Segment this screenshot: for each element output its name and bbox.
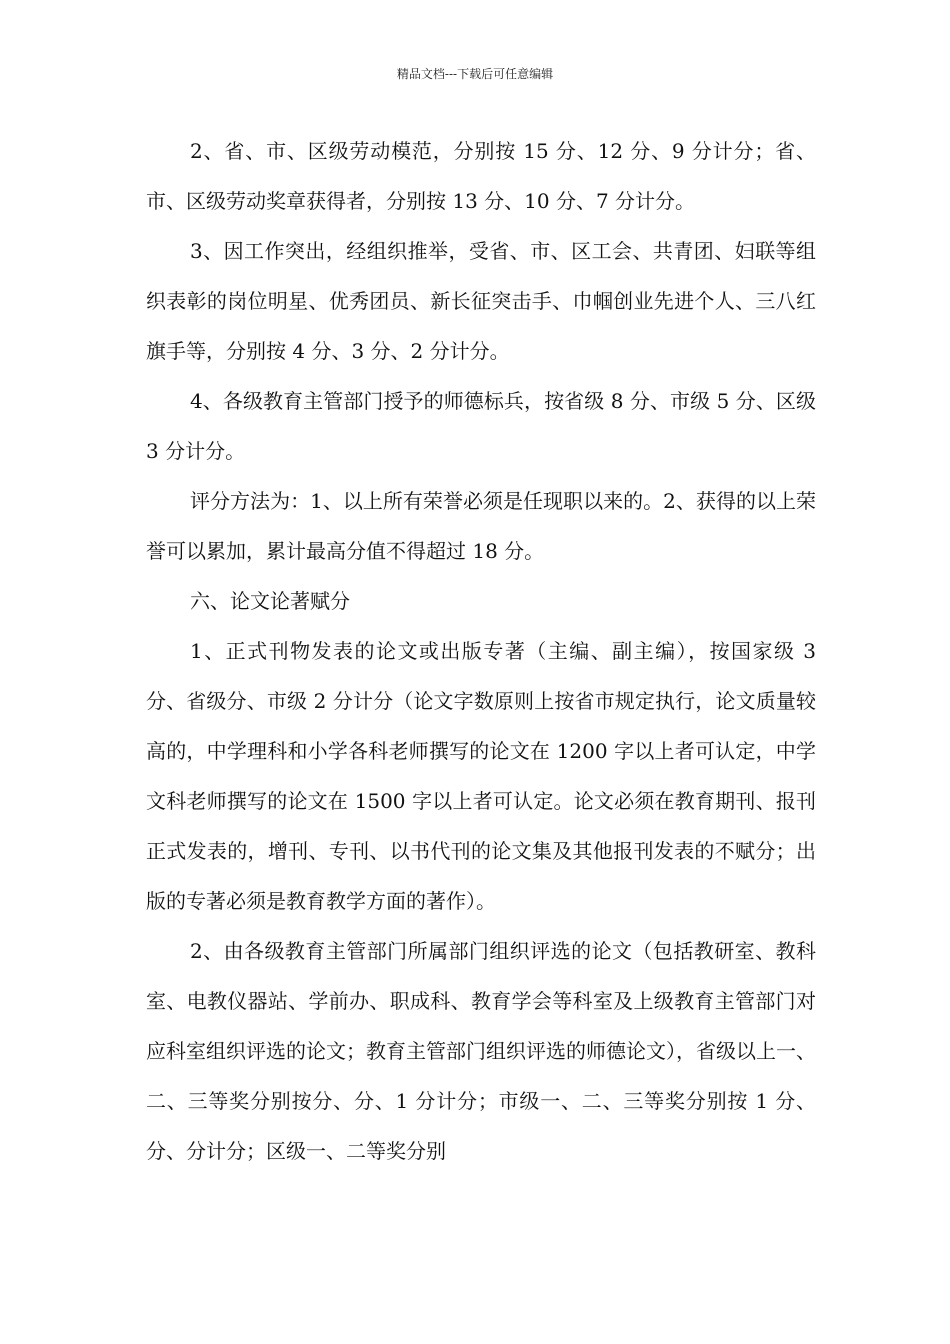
paragraph-commendation: 3、因工作突出，经组织推举，受省、市、区工会、共青团、妇联等组织表彰的岗位明星、优秀团员、新长征突击手、巾帼创业先进个人、三八红旗手等，分别按 4 分、3 分、2 分计分。: [146, 239, 816, 363]
paragraph-published-papers: 1、正式刊物发表的论文或出版专著（主编、副主编），按国家级 3 分、省级分、市级 2 分计分（论文字数原则上按省市规定执行，论文质量较高的，中学理科和小学各科老师撰写的论文在 1200 字以上者可认定，中学文科老师撰写的论文在 1500 字以上者可认定。论文必须在教育期刊、报刊正式发表的，增刊、专刊、以书代刊的论文集及其他报刊发表的不赋分；出版的专著必须是教育教学方面的著作）。: [146, 639, 816, 913]
paragraph-awarded-papers: 2、由各级教育主管部门所属部门组织评选的论文（包括教研室、教科室、电教仪器站、学前办、职成科、教育学会等科室及上级教育主管部门对应科室组织评选的论文；教育主管部门组织评选的师德论文），省级以上一、二、三等奖分别按分、分、1 分计分；市级一、二、三等奖分别按 1 分、分、分计分；区级一、二等奖分别: [146, 939, 816, 1163]
section-heading-papers: 六、论文论著赋分: [190, 589, 350, 613]
paragraph-ethics-model: 4、各级教育主管部门授予的师德标兵，按省级 8 分、市级 5 分、区级 3 分计分。: [146, 389, 816, 463]
document-body: [146, 126, 816, 1176]
page-header: 精品文档---下载后可任意编辑: [396, 67, 554, 81]
paragraph-scoring-method: 评分方法为：1、以上所有荣誉必须是任现职以来的。2、获得的以上荣誉可以累加，累计最高分值不得超过 18 分。: [146, 489, 816, 563]
paragraph-labor-model: 2、省、市、区级劳动模范，分别按 15 分、12 分、9 分计分；省、市、区级劳动奖章获得者，分别按 13 分、10 分、7 分计分。: [146, 139, 816, 213]
